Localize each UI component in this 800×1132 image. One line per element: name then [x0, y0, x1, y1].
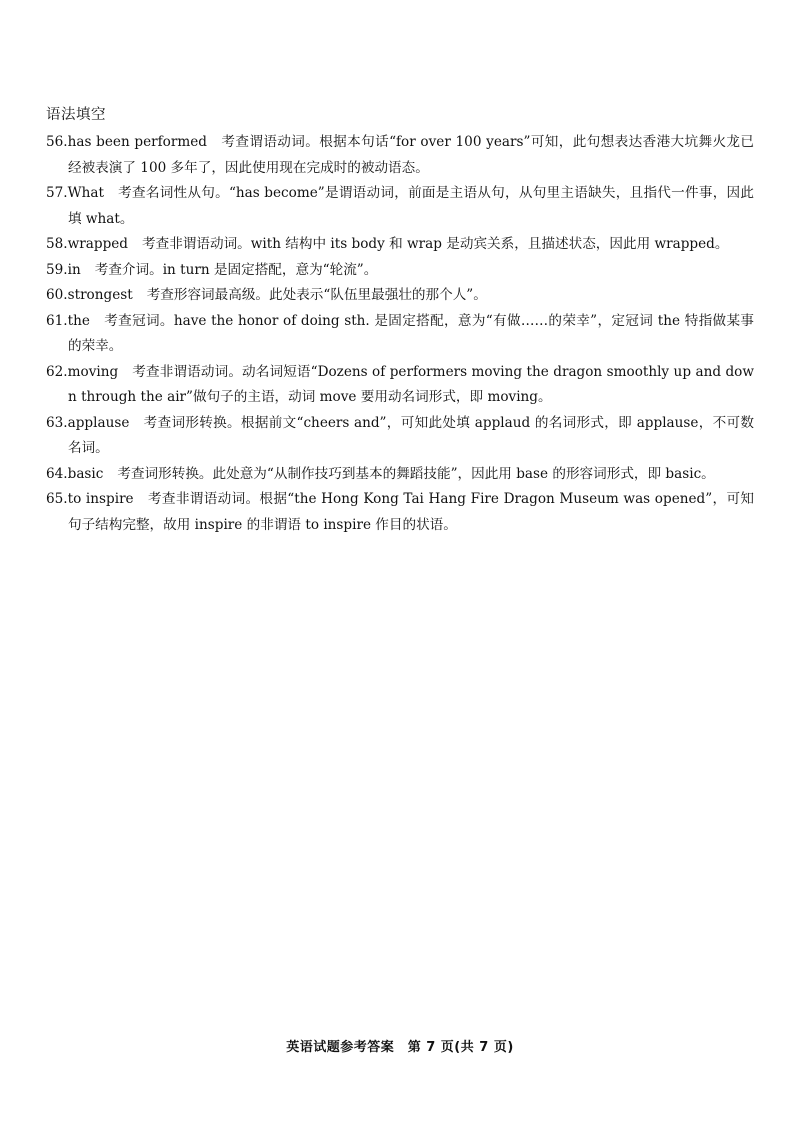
item-answer: has been performed	[67, 134, 208, 150]
answer-list	[46, 130, 754, 538]
answer-item-59	[46, 258, 754, 284]
item-number: 56.	[46, 134, 68, 150]
item-answer: wrapped	[67, 236, 129, 252]
answer-item-60	[46, 283, 754, 309]
item-explanation: 考查名词性从句。“has become”是谓语动词，前面是主语从句，从句里主语缺失，且指代一件事，因此填 what。	[68, 185, 754, 227]
item-number: 60.	[46, 287, 68, 303]
item-number: 62.	[46, 363, 68, 380]
item-answer: to inspire	[67, 491, 134, 507]
item-explanation: 考查非谓语动词。根据“the Hong Kong Tai Hang Fire Dragon Museum was opened”，可知句子结构完整，故用 inspire 的非谓语 to inspire 作目的状语。	[68, 491, 754, 533]
answer-item-57	[46, 181, 754, 232]
item-explanation: 考查冠词。have the honor of doing sth. 是固定搭配，意为“有做……的荣幸”，定冠词 the 特指做某事的荣幸。	[68, 312, 754, 354]
answer-item-61	[46, 309, 754, 360]
item-explanation: 考查非谓语动词。动名词短语“Dozens of performers moving the dragon smoothly up and down through the air”做句子的主语，动词 move 要用动名词形式，即 moving。	[68, 363, 754, 405]
item-answer: What	[67, 185, 104, 201]
answer-item-63	[46, 411, 754, 462]
item-answer: the	[67, 312, 90, 329]
item-number: 57.	[46, 185, 68, 201]
answer-item-65	[46, 487, 754, 538]
answer-item-56	[46, 130, 754, 181]
item-explanation: 考查非谓语动词。with 结构中 its body 和 wrap 是动宾关系，且描述状态，因此用 wrapped。	[142, 236, 729, 252]
item-number: 58.	[46, 236, 68, 252]
item-explanation: 考查词形转换。根据前文“cheers and”，可知此处填 applaud 的名词形式，即 applause，不可数名词。	[68, 414, 754, 456]
item-answer: applause	[67, 414, 130, 431]
item-number: 65.	[46, 491, 68, 507]
answer-item-62	[46, 360, 754, 411]
item-number: 61.	[46, 312, 68, 329]
item-answer: in	[67, 261, 81, 278]
item-number: 63.	[46, 414, 68, 431]
answer-item-58	[46, 232, 754, 258]
item-number: 59.	[46, 261, 68, 278]
item-explanation: 考查形容词最高级。此处表示“队伍里最强壮的那个人”。	[146, 287, 487, 303]
page-footer: 英语试题参考答案 第 7 页(共 7 页)	[286, 1040, 514, 1055]
item-number: 64.	[46, 465, 68, 482]
item-answer: moving	[67, 363, 119, 380]
item-explanation: 考查谓语动词。根据本句话“for over 100 years”可知，此句想表达香港大坑舞火龙已经被表演了 100 多年了，因此使用现在完成时的被动语态。	[68, 134, 755, 176]
item-explanation: 考查介词。in turn 是固定搭配，意为“轮流”。	[94, 261, 378, 278]
item-explanation: 考查词形转换。此处意为“从制作技巧到基本的舞蹈技能”，因此用 base 的形容词形式，即 basic。	[117, 465, 715, 482]
item-answer: basic	[67, 465, 104, 482]
section-title: 语法填空	[46, 107, 106, 123]
item-answer: strongest	[67, 287, 133, 303]
answer-item-64	[46, 462, 754, 488]
